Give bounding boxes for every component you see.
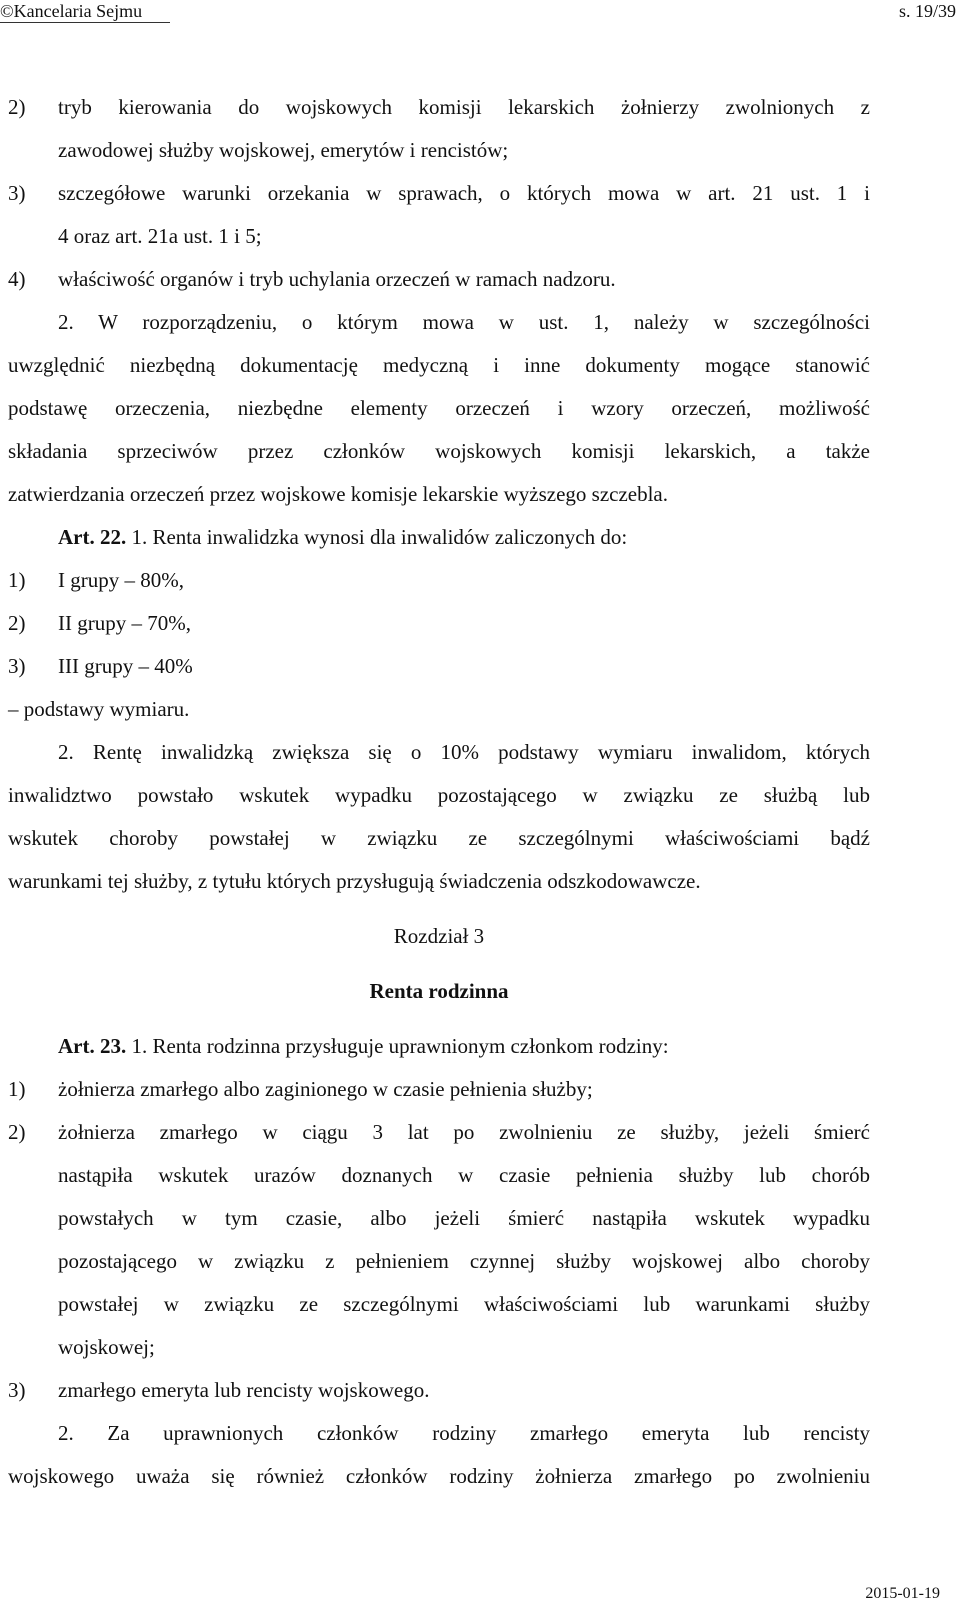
paragraph-line: uwzględnić niezbędną dokumentację medyczną i inne dokumenty mogące stanowić — [8, 353, 870, 377]
paragraph-line: wskutek choroby powstałej w związku ze szczególnymi właściwościami bądź — [8, 826, 870, 850]
article-number: Art. 23. — [58, 1034, 127, 1058]
article-number: Art. 22. — [58, 525, 127, 549]
list-item: 1) żołnierza zmarłego albo zaginionego w czasie pełnienia służby; — [8, 1077, 593, 1101]
article-heading-line: Art. 22. 1. Renta inwalidzka wynosi dla inwalidów zaliczonych do: — [58, 525, 628, 549]
list-item-continuation: wojskowej; — [58, 1335, 155, 1359]
paragraph-line: wojskowego uważa się również członków rodziny żołnierza zmarłego po zwolnieniu — [8, 1464, 870, 1488]
chapter-number: Rozdział 3 — [393, 924, 485, 948]
list-item: 3) zmarłego emeryta lub rencisty wojskowego. — [8, 1378, 430, 1402]
document-date: 2015-01-19 — [865, 1585, 940, 1602]
list-item: 2) żołnierza zmarłego w ciągu 3 lat po zwolnieniu ze służby, jeżeli śmierć — [8, 1120, 870, 1144]
list-item: 4) właściwość organów i tryb uchylania orzeczeń w ramach nadzoru. — [8, 267, 616, 291]
page-number: s. 19/39 — [898, 1, 956, 21]
paragraph-line: 2. Za uprawnionych członków rodziny zmarłego emeryta lub rencisty — [58, 1421, 870, 1445]
paragraph-line: 2. Rentę inwalidzką zwiększa się o 10% podstawy wymiaru inwalidom, których — [58, 740, 870, 764]
copyright-header: ©Kancelaria Sejmu — [0, 0, 170, 23]
paragraph-line: 2. W rozporządzeniu, o którym mowa w ust. 1, należy w szczególności — [58, 310, 870, 334]
list-item: 2) II grupy – 70%, — [8, 611, 191, 635]
list-item-continuation: powstałej w związku ze szczególnymi właściwościami lub warunkami służby — [58, 1292, 870, 1316]
list-item-continuation: pozostającego w związku z pełnieniem czynnej służby wojskowej albo choroby — [58, 1249, 870, 1273]
paragraph-line: podstawę orzeczenia, niezbędne elementy orzeczeń i wzory orzeczeń, możliwość — [8, 396, 870, 420]
document-body — [8, 86, 870, 1498]
paragraph-line: warunkami tej służby, z tytułu których przysługują świadczenia odszkodowawcze. — [8, 869, 701, 893]
list-item-continuation: zawodowej służby wojskowej, emerytów i rencistów; — [58, 138, 509, 162]
paragraph-line: składania sprzeciwów przez członków wojskowych komisji lekarskich, a także — [8, 439, 870, 463]
list-item: 1) I grupy – 80%, — [8, 568, 184, 592]
list-item-continuation: 4 oraz art. 21a ust. 1 i 5; — [58, 224, 262, 248]
paragraph-line: – podstawy wymiaru. — [8, 697, 190, 721]
article-heading-line: Art. 23. 1. Renta rodzinna przysługuje uprawnionym członkom rodziny: — [58, 1034, 669, 1058]
paragraph-line: inwalidztwo powstało wskutek wypadku pozostającego w związku ze służbą lub — [8, 783, 870, 807]
list-item: 3) III grupy – 40% — [8, 654, 193, 678]
list-item-continuation: powstałych w tym czasie, albo jeżeli śmierć nastąpiła wskutek wypadku — [58, 1206, 870, 1230]
paragraph-line: zatwierdzania orzeczeń przez wojskowe komisje lekarskie wyższego szczebla. — [8, 482, 669, 506]
list-item-continuation: nastąpiła wskutek urazów doznanych w czasie pełnienia służby lub chorób — [58, 1163, 870, 1187]
chapter-title: Renta rodzinna — [369, 979, 509, 1003]
list-item: 3) szczegółowe warunki orzekania w sprawach, o których mowa w art. 21 ust. 1 i — [8, 181, 870, 205]
list-item: 2) tryb kierowania do wojskowych komisji lekarskich żołnierzy zwolnionych z — [8, 95, 870, 119]
